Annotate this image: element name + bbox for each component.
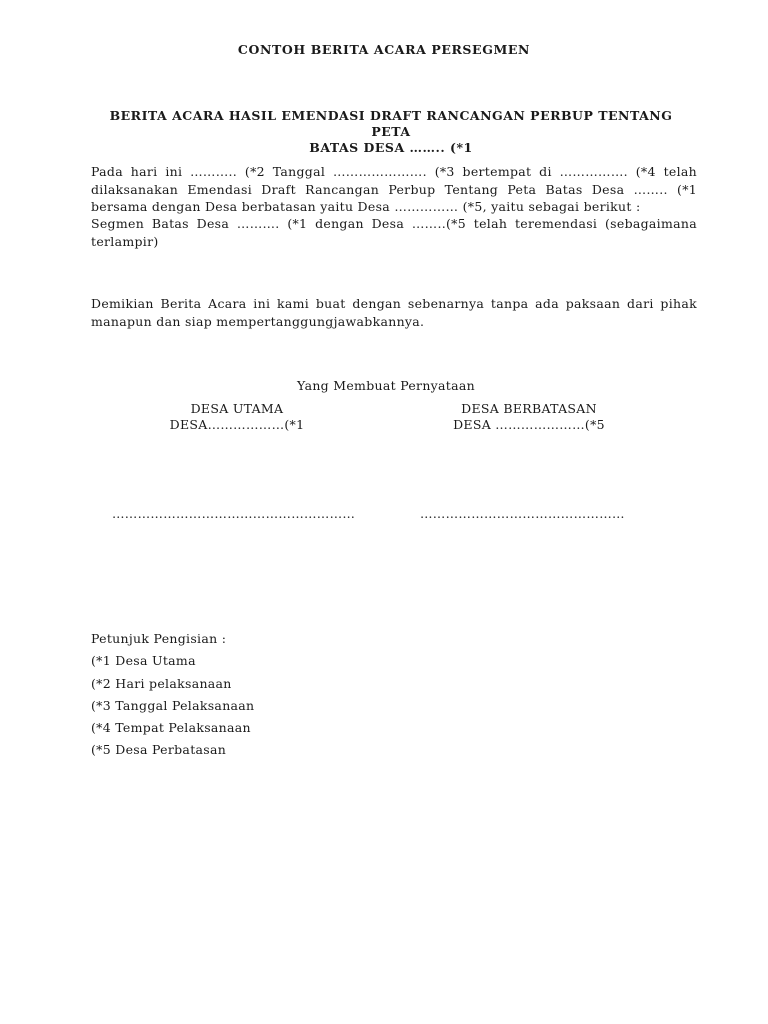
segment-paragraph: Segmen Batas Desa ………. (*1 dengan Desa ……..(*5 telah teremendasi (sebagaimana terlampir) [91,216,697,249]
closing-paragraph: Demikian Berita Acara ini kami buat dengan sebenarnya tanpa ada paksaan dari pihak manapun dan siap mempertanggungjawabkannya. [91,296,697,329]
right-label: DESA BERBATASAN [461,401,597,416]
signature-title: Yang Membuat Pernyataan [297,378,475,393]
document-title: CONTOH BERITA ACARA PERSEGMEN [237,42,531,57]
left-signature-line: ………………………………………………… [112,506,356,521]
right-name: DESA …………………(*5 [453,417,605,432]
instruction-item: (*5 Desa Perbatasan [91,742,227,758]
opening-paragraph: Pada hari ini ……….. (*2 Tanggal …………………. (*3 bertempat di ……………. (*4 telah dilaksanakan Emendasi Draft Rancangan Perbup Tentang Peta Batas Desa …….. (*1 bersama dengan Desa berbatasan yaitu Desa …………… (*5, yaitu sebagai berikut : [91,164,697,214]
left-label: DESA UTAMA [190,401,284,416]
instructions [91,630,254,764]
document-heading [96,108,686,156]
instructions-heading: Petunjuk Pengisian : [91,631,227,646]
left-name: DESA………………(*1 [169,417,305,432]
instruction-item: (*1 Desa Utama [91,653,196,669]
instruction-item: (*4 Tempat Pelaksanaan [91,720,251,736]
signature-left-block [125,401,349,433]
instruction-item: (*3 Tanggal Pelaksanaan [91,697,255,713]
right-signature-line: ………………………………………… [420,506,625,521]
instruction-item: (*2 Hari pelaksanaan [91,675,232,691]
signature-right-block [400,401,658,433]
heading-line-1: BERITA ACARA HASIL EMENDASI DRAFT RANCANGAN PERBUP TENTANG PETA [109,108,673,139]
heading-line-2: BATAS DESA …….. (*1 [309,140,473,155]
